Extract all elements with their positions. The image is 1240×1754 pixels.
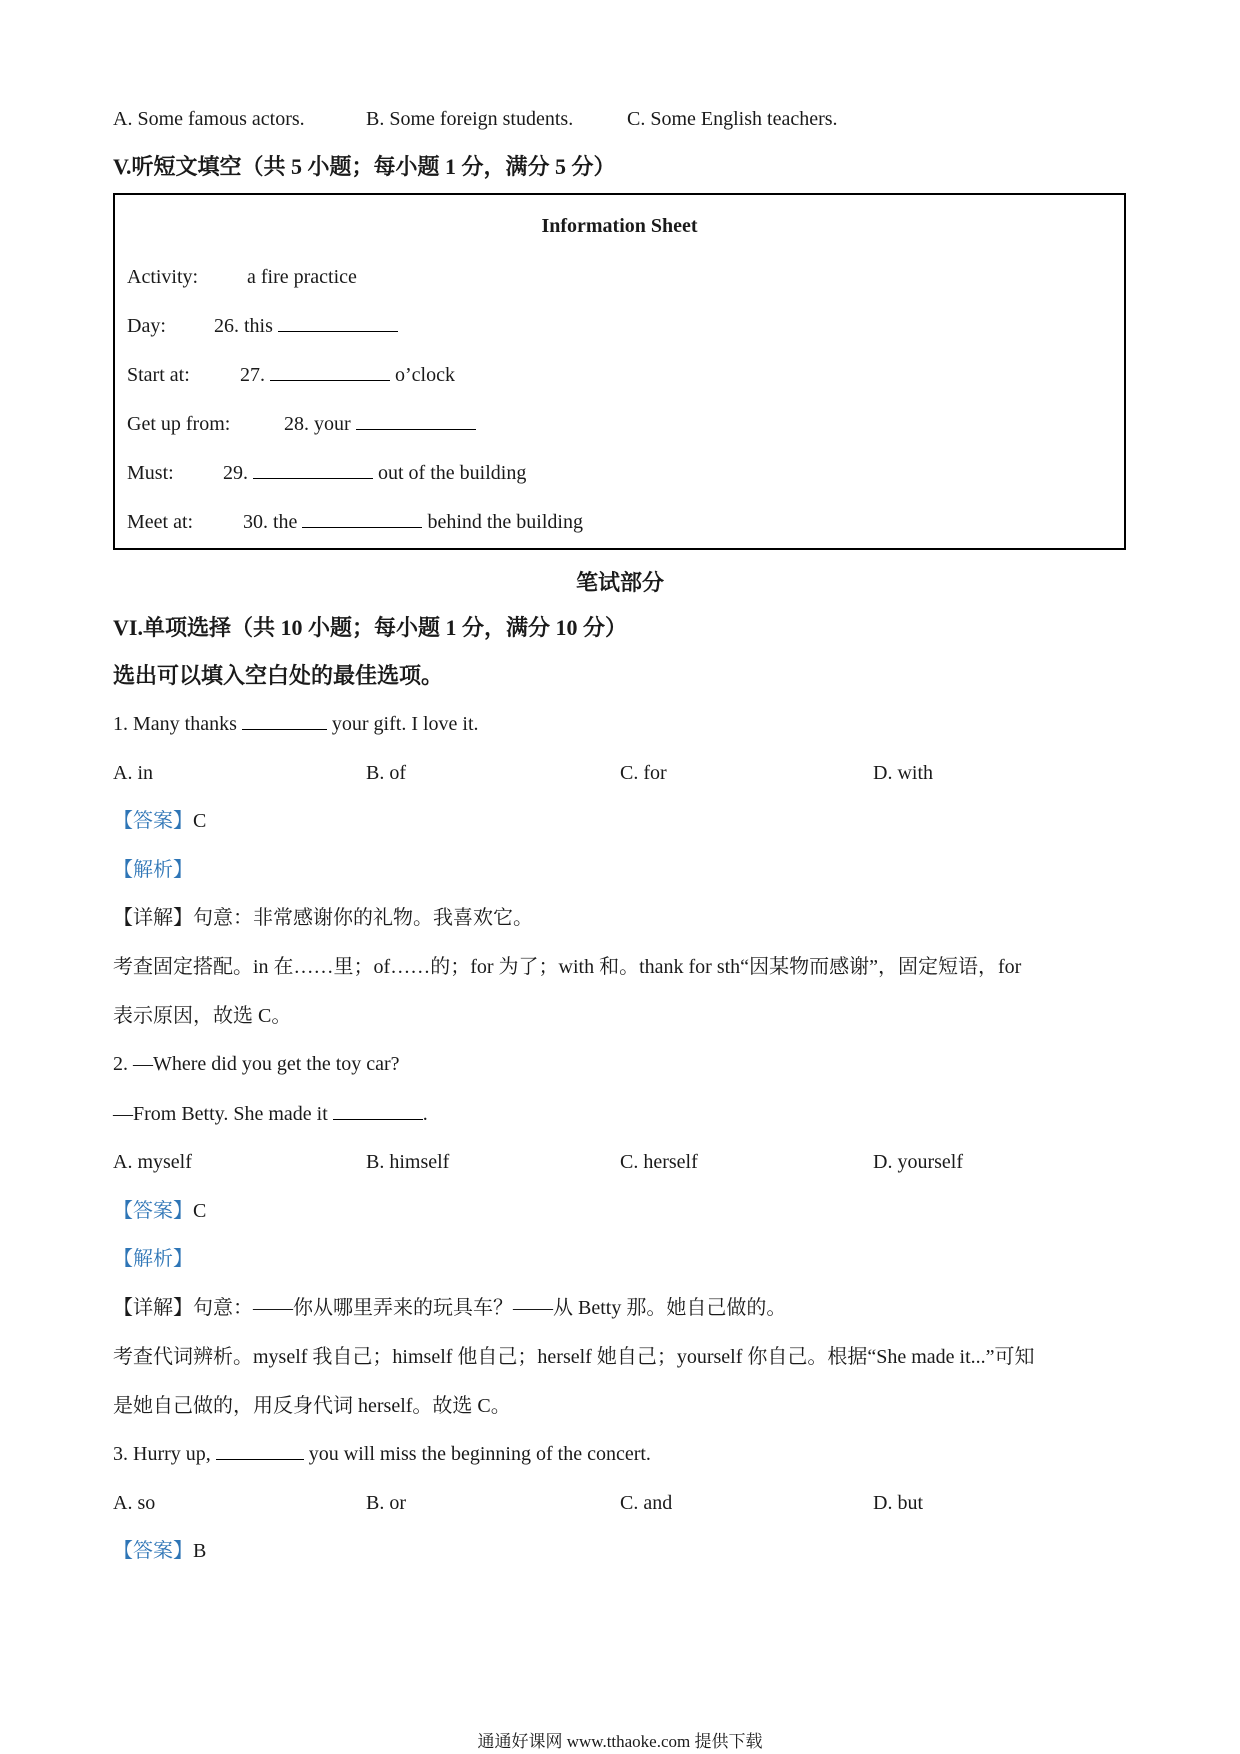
question-2-stem: 2. —Where did you get the toy car? [113, 1053, 400, 1075]
sheet-row-label: Activity: [127, 266, 199, 288]
question-1-option-a[interactable]: A. in [113, 762, 153, 784]
question-3-option-a[interactable]: A. so [113, 1492, 156, 1514]
answer-blank-29[interactable] [253, 460, 373, 479]
sheet-row-suffix: behind the building [427, 511, 583, 533]
question-2-option-b[interactable]: B. himself [366, 1151, 450, 1173]
sheet-row-label: Day: [127, 315, 166, 337]
question-stem-text: your gift. I love it. [331, 713, 479, 735]
sheet-row-value: 27. [240, 364, 265, 386]
question-3-option-b[interactable]: B. or [366, 1492, 406, 1514]
question-3-answer [113, 1538, 206, 1564]
question-3-stem [113, 1441, 651, 1467]
sheet-row-day [127, 313, 398, 339]
question-2-option-c[interactable]: C. herself [620, 1151, 698, 1173]
information-sheet [113, 193, 1126, 550]
question-1-option-c[interactable]: C. for [620, 762, 667, 784]
sheet-row-label: Meet at: [127, 511, 194, 533]
question-2-answer [113, 1198, 206, 1224]
question-stem-text: —From Betty. She made it [113, 1103, 328, 1125]
question-3-option-c[interactable]: C. and [620, 1492, 673, 1514]
section5-heading: V.听短文填空（共 5 小题；每小题 1 分，满分 5 分） [113, 154, 616, 179]
prev-option-a: A. Some famous actors. [113, 108, 305, 130]
question-2-stem-line2 [113, 1101, 428, 1127]
sheet-row-activity [127, 264, 357, 290]
answer-tag: 【答案】 [113, 1200, 193, 1222]
question-1-answer [113, 808, 206, 834]
answer-blank-30[interactable] [302, 509, 422, 528]
question-3-option-d[interactable]: D. but [873, 1492, 923, 1514]
prev-option-b: B. Some foreign students. [366, 108, 574, 130]
question-2-detail: 【详解】句意：——你从哪里弄来的玩具车？——从 Betty 那。她自己做的。 [113, 1297, 787, 1319]
sheet-row-must [127, 460, 526, 486]
section6-heading: VI.单项选择（共 10 小题；每小题 1 分，满分 10 分） [113, 615, 627, 640]
sheet-row-label: Must: [127, 462, 174, 484]
sheet-row-value: 26. this [214, 315, 273, 337]
question-stem-text: 1. Many thanks [113, 713, 237, 735]
sheet-row-meet [127, 509, 583, 535]
question-stem-text: 3. Hurry up, [113, 1443, 211, 1465]
sheet-row-value: 28. your [284, 413, 351, 435]
question-1-blank[interactable] [242, 711, 327, 730]
question-1-option-b[interactable]: B. of [366, 762, 406, 784]
question-2-option-a[interactable]: A. myself [113, 1151, 192, 1173]
question-1-option-d[interactable]: D. with [873, 762, 933, 784]
question-2-analysis-tag: 【解析】 [113, 1248, 193, 1270]
question-1-stem [113, 711, 479, 737]
answer-value: C [193, 1200, 207, 1222]
sheet-row-value: a fire practice [247, 266, 357, 288]
question-2-option-d[interactable]: D. yourself [873, 1151, 963, 1173]
question-3-blank[interactable] [216, 1441, 304, 1460]
prev-option-c: C. Some English teachers. [627, 108, 838, 130]
question-stem-text: . [422, 1103, 428, 1125]
answer-blank-28[interactable] [356, 411, 476, 430]
sheet-row-suffix: out of the building [378, 462, 527, 484]
sheet-row-start [127, 362, 455, 388]
answer-tag: 【答案】 [113, 810, 193, 832]
sheet-row-suffix: o’clock [395, 364, 455, 386]
question-2-explanation-line2: 是她自己做的，用反身代词 herself。故选 C。 [113, 1395, 511, 1417]
sheet-row-label: Get up from: [127, 413, 231, 435]
answer-tag: 【答案】 [113, 1540, 193, 1562]
answer-blank-26[interactable] [278, 313, 398, 332]
information-sheet-title: Information Sheet [541, 215, 698, 237]
question-1-detail: 【详解】句意：非常感谢你的礼物。我喜欢它。 [113, 907, 533, 929]
question-2-explanation-line1: 考查代词辨析。myself 我自己；himself 他自己；herself 她自己；yourself 你自己。根据“She made it...”可知 [113, 1346, 1035, 1368]
sheet-row-value: 30. the [243, 511, 298, 533]
written-part-title: 笔试部分 [575, 570, 664, 595]
answer-value: B [193, 1540, 207, 1562]
question-1-explanation-line1: 考查固定搭配。in 在……里；of……的；for 为了；with 和。thank for sth“因某物而感谢”，固定短语，for [113, 956, 1022, 978]
sheet-row-getup [127, 411, 476, 437]
question-1-analysis-tag: 【解析】 [113, 859, 193, 881]
page-footer: 通通好课网 www.tthaoke.com 提供下载 [477, 1732, 763, 1751]
sheet-row-value: 29. [223, 462, 248, 484]
sheet-row-label: Start at: [127, 364, 190, 386]
question-1-explanation-line2: 表示原因，故选 C。 [113, 1005, 292, 1027]
answer-value: C [193, 810, 207, 832]
answer-blank-27[interactable] [270, 362, 390, 381]
section6-instruction: 选出可以填入空白处的最佳选项。 [113, 663, 444, 688]
question-2-blank[interactable] [333, 1101, 423, 1120]
question-stem-text: you will miss the beginning of the concert. [308, 1443, 651, 1465]
